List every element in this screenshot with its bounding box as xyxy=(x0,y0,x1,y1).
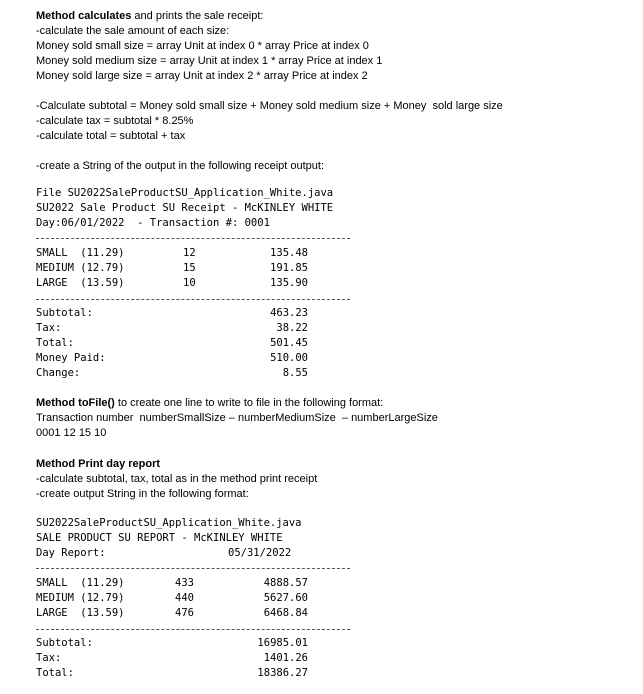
receipt-total-label: Subtotal: xyxy=(36,307,93,319)
receipt-header-line: File SU2022SaleProductSU_Application_White.java xyxy=(36,187,334,199)
day-report-title-line: SALE PRODUCT SU REPORT - McKINLEY WHITE xyxy=(36,532,283,544)
receipt-method-title xyxy=(36,9,263,24)
day-report-total-label: Subtotal: xyxy=(36,637,93,649)
calc-line: -calculate tax = subtotal * 8.25% xyxy=(36,115,194,127)
day-report-item-qty: 433 xyxy=(175,577,194,589)
day-report-day-label: Day Report: xyxy=(36,547,106,559)
receipt-total-value: 510.00 xyxy=(270,352,308,364)
day-report-item-label: LARGE (13.59) xyxy=(36,607,125,619)
receipt-header-line: SU2022 Sale Product SU Receipt - McKINLEY WHITE xyxy=(36,202,334,214)
day-report-item-qty: 476 xyxy=(175,607,194,619)
receipt-method-line: Money sold large size = array Unit at index 2 * array Price at index 2 xyxy=(36,70,368,82)
receipt-header-line: Day:06/01/2022 - Transaction #: 0001 xyxy=(36,217,270,229)
day-report-divider xyxy=(36,629,350,630)
tofile-format-line: Transaction number numberSmallSize – numberMediumSize – numberLargeSize xyxy=(36,412,438,424)
day-report-item-label: SMALL (11.29) xyxy=(36,577,125,589)
receipt-total-value: 38.22 xyxy=(276,322,308,334)
receipt-item-qty: 15 xyxy=(183,262,196,274)
day-report-date: 05/31/2022 xyxy=(228,547,292,559)
day-report-total-value: 18386.27 xyxy=(257,667,308,679)
day-report-method-title: Method Print day report xyxy=(36,458,161,470)
receipt-method-title-bold: Method calculates xyxy=(36,10,132,22)
tofile-method-title-bold: Method toFile() xyxy=(36,397,115,409)
day-report-total-label: Tax: xyxy=(36,652,62,664)
day-report-total-value: 1401.26 xyxy=(263,652,308,664)
receipt-item-qty: 12 xyxy=(183,247,196,259)
receipt-total-value: 501.45 xyxy=(270,337,308,349)
day-report-item-amount: 6468.84 xyxy=(263,607,308,619)
receipt-total-label: Change: xyxy=(36,367,81,379)
receipt-total-value: 463.23 xyxy=(270,307,308,319)
receipt-total-label: Money Paid: xyxy=(36,352,106,364)
create-output-line: -create a String of the output in the following receipt output: xyxy=(36,160,325,172)
receipt-item-label: MEDIUM (12.79) xyxy=(36,262,125,274)
calc-line: -calculate total = subtotal + tax xyxy=(36,130,186,142)
day-report-divider xyxy=(36,568,350,569)
day-report-total-label: Total: xyxy=(36,667,74,679)
day-report-item-label: MEDIUM (12.79) xyxy=(36,592,125,604)
day-report-item-qty: 440 xyxy=(175,592,194,604)
receipt-total-label: Total: xyxy=(36,337,74,349)
receipt-item-amount: 191.85 xyxy=(270,262,308,274)
receipt-total-label: Tax: xyxy=(36,322,62,334)
day-report-file-line: SU2022SaleProductSU_Application_White.java xyxy=(36,517,302,529)
receipt-item-amount: 135.48 xyxy=(270,247,308,259)
receipt-method-line: -calculate the sale amount of each size: xyxy=(36,25,230,37)
calc-line: -Calculate subtotal = Money sold small size + Money sold medium size + Money sold large size xyxy=(36,100,503,112)
day-report-method-line: -create output String in the following format: xyxy=(36,488,249,500)
receipt-divider xyxy=(36,238,350,239)
day-report-method-line: -calculate subtotal, tax, total as in the method print receipt xyxy=(36,473,318,485)
receipt-item-label: LARGE (13.59) xyxy=(36,277,125,289)
receipt-item-qty: 10 xyxy=(183,277,196,289)
day-report-total-value: 16985.01 xyxy=(257,637,308,649)
day-report-item-amount: 5627.60 xyxy=(263,592,308,604)
receipt-method-line: Money sold medium size = array Unit at index 1 * array Price at index 1 xyxy=(36,55,383,67)
receipt-total-value: 8.55 xyxy=(282,367,308,379)
receipt-method-title-rest: and prints the sale receipt: xyxy=(131,10,264,22)
receipt-divider xyxy=(36,299,350,300)
tofile-method-title-rest: to create one line to write to file in the following format: xyxy=(114,397,384,409)
receipt-item-amount: 135.90 xyxy=(270,277,308,289)
tofile-method-title xyxy=(36,396,383,411)
receipt-item-label: SMALL (11.29) xyxy=(36,247,125,259)
receipt-method-line: Money sold small size = array Unit at index 0 * array Price at index 0 xyxy=(36,40,369,52)
tofile-example-line: 0001 12 15 10 xyxy=(36,427,107,439)
day-report-item-amount: 4888.57 xyxy=(263,577,308,589)
